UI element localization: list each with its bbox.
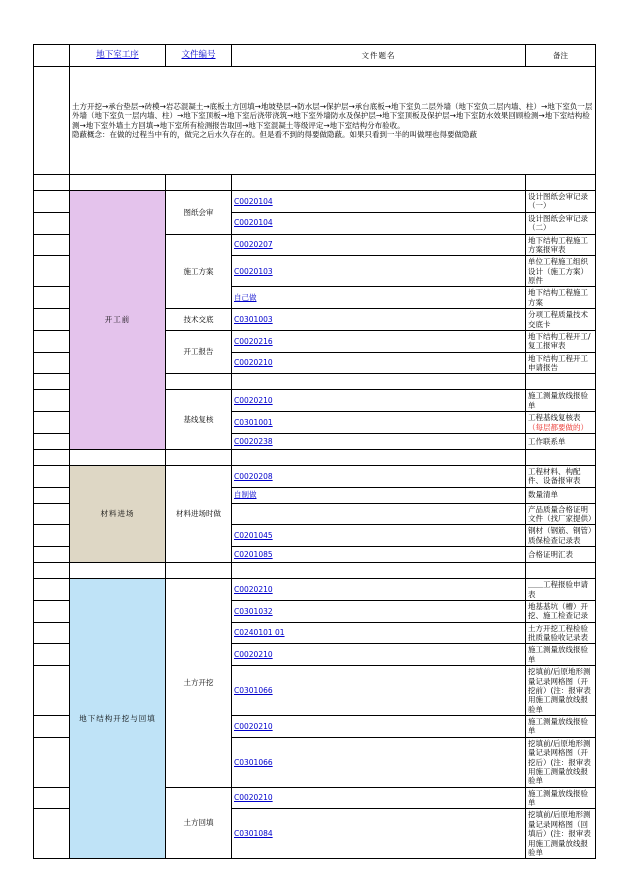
table-row — [34, 579, 596, 601]
stage-label-cailiao: 材料进场 — [70, 465, 166, 562]
doc-title: 工程基线复核表 — [528, 413, 581, 423]
doc-code[interactable]: C0020104 — [232, 191, 526, 213]
spacer-cell-3a — [70, 563, 166, 579]
doc-code[interactable]: C0201085 — [232, 547, 526, 563]
intro-left-gutter — [34, 67, 70, 175]
row-gutter — [34, 390, 70, 412]
spacer-cell-1d — [526, 175, 596, 191]
spacer-gutter-1 — [34, 175, 70, 191]
doc-code[interactable]: C0020208 — [232, 465, 526, 487]
header-empty-cell — [34, 45, 70, 67]
spacer-row-3 — [34, 563, 596, 579]
doc-code[interactable]: C0301066 — [232, 666, 526, 716]
row-gutter — [34, 547, 70, 563]
phase-label-shigongfangan: 施工方案 — [166, 234, 232, 309]
doc-title: 地基基坑（槽）开挖、施工检查记录 — [526, 600, 596, 622]
doc-title: ＿＿工程报验申请表 — [526, 579, 596, 601]
phase-label-tuzhihuishen: 图纸会审 — [166, 191, 232, 235]
row-gutter — [34, 487, 70, 503]
spacer-cell-1c — [232, 175, 526, 191]
doc-title: 分项工程质量技术交底卡 — [526, 309, 596, 331]
row-gutter — [34, 309, 70, 331]
spacer-cell-3d — [526, 563, 596, 579]
intro-line-1: 土方开挖→承台垫层→砖模→岩芯混凝土→底板土方回填→地坡垫层→防水层→保护层→承台底板→地下室负二层外墙（地下室负二层内墙、柱）→地下室负一层外墙（地下室负一层内墙、柱）→地下室顶板→地下室后浇带浇筑→地下室外墙防水及保护层→地下室顶板及保护层→地下室防水效果回顾检测→地下室结构检测→地下室外墙土方回填→地下室所有检测报告取回→地下室混凝土等级评定→地下室结构分布验收。 — [72, 101, 593, 130]
header-remark-cell: 备注 — [526, 45, 596, 67]
doc-title: 土方开挖工程检验批质量验收记录表 — [526, 622, 596, 644]
row-gutter — [34, 287, 70, 309]
row-gutter — [34, 234, 70, 256]
row-gutter — [34, 809, 70, 859]
doc-title: 合格证明汇表 — [526, 547, 596, 563]
doc-code[interactable]: C0020210 — [232, 787, 526, 809]
doc-code[interactable]: C0201045 — [232, 525, 526, 547]
intro-line-2: 隐蔽概念：在做的过程当中有的，做完之后水久存在的。但是看不到的得要做隐蔽。如果只看到一半的叫做埋也得要做隐蔽 — [72, 129, 477, 139]
stage-label-dixia: 地下结构开挖与回填 — [70, 579, 166, 859]
header-code-label[interactable]: 文件编号 — [181, 50, 216, 61]
header-title-cell: 文件题名 — [232, 45, 526, 67]
doc-code[interactable]: C0020210 — [232, 716, 526, 738]
doc-code[interactable]: C0020104 — [232, 212, 526, 234]
spacer-row-1 — [34, 175, 596, 191]
row-gutter — [34, 374, 70, 390]
row-gutter — [34, 579, 70, 601]
doc-title: 地下结构工程开工申请报告 — [526, 352, 596, 374]
doc-title: 挖填前/后原地形测量记录网格图（开挖前）(注：报审表用施工测量放线报验单 — [526, 666, 596, 716]
spacer-row-2 — [34, 449, 596, 465]
doc-code[interactable]: C0020210 — [232, 352, 526, 374]
spacer-cell-3c — [232, 563, 526, 579]
table-header-row — [34, 45, 596, 67]
doc-title: 施工测量放线报验单 — [526, 787, 596, 809]
blank-code-cell — [232, 374, 526, 390]
phase-label-cailiaojinchang: 材料进场时做 — [166, 465, 232, 562]
doc-code[interactable]: C0020216 — [232, 330, 526, 352]
doc-title: 设计图纸会审记录（二） — [526, 212, 596, 234]
row-gutter — [34, 433, 70, 449]
doc-title: 单位工程施工组织设计（施工方案）原件 — [526, 256, 596, 287]
doc-title-with-note — [526, 412, 596, 434]
doc-code[interactable]: C0240101 01 — [232, 622, 526, 644]
blank-title-cell — [526, 374, 596, 390]
row-gutter — [34, 256, 70, 287]
phase-label-jixianfuhe: 基线复核 — [166, 390, 232, 450]
doc-code[interactable] — [232, 503, 526, 525]
row-gutter — [34, 622, 70, 644]
phase-label-tufangkaiwa: 土方开挖 — [166, 579, 232, 788]
doc-code[interactable]: C0301084 — [232, 809, 526, 859]
doc-code[interactable]: C0020210 — [232, 579, 526, 601]
doc-title: 地下结构工程施工方案报审表 — [526, 234, 596, 256]
row-gutter — [34, 787, 70, 809]
doc-title: 地下结构工程开工/复工报审表 — [526, 330, 596, 352]
doc-code[interactable]: C0020238 — [232, 433, 526, 449]
document-table — [33, 44, 596, 859]
doc-title: 施工测量放线报验单 — [526, 644, 596, 666]
doc-title: 地下结构工程施工方案 — [526, 287, 596, 309]
row-gutter — [34, 412, 70, 434]
phase-label-jishujiaodi: 技术交底 — [166, 309, 232, 331]
doc-code[interactable]: C0020210 — [232, 390, 526, 412]
row-gutter — [34, 352, 70, 374]
spacer-cell-2c — [232, 449, 526, 465]
blank-phase-cell — [166, 374, 232, 390]
row-gutter — [34, 600, 70, 622]
spacer-gutter-2 — [34, 449, 70, 465]
stage-label-kaigong: 开工前 — [70, 191, 166, 450]
row-gutter — [34, 644, 70, 666]
header-process-cell — [70, 45, 166, 67]
doc-title: 钢材（钢筋、钢管）质保检查记录表 — [526, 525, 596, 547]
header-process-label[interactable]: 地下室工序 — [96, 50, 139, 61]
spacer-cell-1a — [70, 175, 166, 191]
row-gutter — [34, 212, 70, 234]
doc-title: 挖填前/后原地形测量记录网格图（回填后）(注：报审表用施工测量放线报验单 — [526, 809, 596, 859]
spacer-cell-3b — [166, 563, 232, 579]
table-row — [34, 191, 596, 213]
intro-text-cell — [70, 67, 596, 175]
doc-code[interactable]: C0020103 — [232, 256, 526, 287]
doc-title: 施工测量放线报验单 — [526, 716, 596, 738]
row-gutter — [34, 191, 70, 213]
doc-title: 挖填前/后原地形测量记录网格图（开挖后）(注：报审表用施工测量放线报验单 — [526, 737, 596, 787]
doc-title: 施工测量放线报验单 — [526, 390, 596, 412]
doc-code[interactable]: C0020207 — [232, 234, 526, 256]
doc-title: 产品质量合格证明文件（找厂家提供） — [526, 503, 596, 525]
doc-code[interactable]: 自制做 — [232, 487, 526, 503]
doc-note: （每层都要做的） — [528, 422, 588, 432]
row-gutter — [34, 330, 70, 352]
phase-label-tufanghuitian: 土方回填 — [166, 787, 232, 859]
intro-row — [34, 67, 596, 175]
phase-label-kaigongbaogao: 开工报告 — [166, 330, 232, 374]
spacer-gutter-3 — [34, 563, 70, 579]
doc-code[interactable]: C0301001 — [232, 412, 526, 434]
spacer-cell-2d — [526, 449, 596, 465]
row-gutter — [34, 503, 70, 525]
row-gutter — [34, 525, 70, 547]
doc-title: 设计图纸会审记录（一） — [526, 191, 596, 213]
row-gutter — [34, 716, 70, 738]
spacer-cell-2a — [70, 449, 166, 465]
doc-title: 数量清单 — [526, 487, 596, 503]
row-gutter — [34, 465, 70, 487]
table-row — [34, 465, 596, 487]
spacer-cell-1b — [166, 175, 232, 191]
row-gutter — [34, 666, 70, 716]
table-body — [34, 45, 596, 859]
doc-code[interactable]: C0301003 — [232, 309, 526, 331]
doc-code[interactable]: C0020210 — [232, 644, 526, 666]
spacer-cell-2b — [166, 449, 232, 465]
doc-title: 工程材料、构配件、设备报审表 — [526, 465, 596, 487]
doc-code[interactable]: 自己做 — [232, 287, 526, 309]
doc-code[interactable]: C0301066 — [232, 737, 526, 787]
header-code-cell — [166, 45, 232, 67]
row-gutter — [34, 737, 70, 787]
doc-title: 工作联系单 — [526, 433, 596, 449]
doc-code[interactable]: C0301032 — [232, 600, 526, 622]
